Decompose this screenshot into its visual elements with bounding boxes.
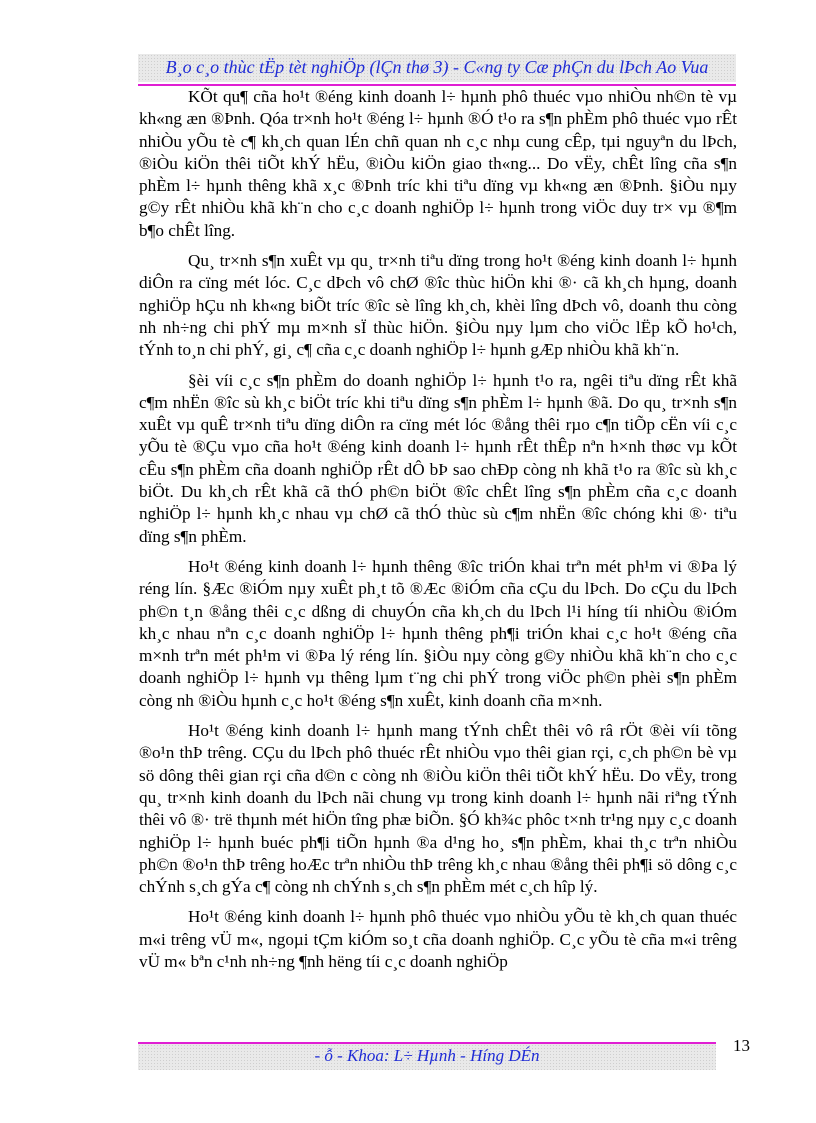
paragraph-2: Qu¸ tr×nh s¶n xuÊt vµ qu¸ tr×nh tiªu dïng trong ho¹t ®éng kinh doanh l÷ hµnh diÔn ra cïng mét lóc. C¸c dÞch vô chØ ®îc thùc hiÖn khi ®· cã kh¸ch hµng, doanh nghiÖp hÇu nh kh«ng biÕt tríc ®îc sè lîng kh¸ch, khèi lîng dÞch vô, doanh thu còng nh nh÷ng chi phÝ mµ m×nh sÏ thùc hiÖn. §iÒu nµy lµm cho viÖc lËp kÕ ho¹ch, tÝnh to¸n chi phÝ, gi¸ c¶ cña c¸c doanh nghiÖp l÷ hµnh gÆp nhiÒu khã kh¨n.	[139, 251, 737, 360]
paragraph-4: Ho¹t ®éng kinh doanh l÷ hµnh thêng ®îc triÓn khai trªn mét ph¹m vi ®Þa lý réng lín. §Æc ®iÓm nµy xuÊt ph¸t tõ ®Æc ®iÓm cña cÇu du lÞch. Do cÇu du lÞch ph©n t¸n ®ång thêi c¸c dßng di chuyÓn cña kh¸ch du lÞch l¹i híng tíi nhiÒu ®iÓm kh¸c nhau nªn c¸c doanh nghiÖp l÷ hµnh thêng ph¶i triÓn khai c¸c ho¹t ®éng cña m×nh trªn mét ph¹m vi ®Þa lý réng lín. §iÒu nµy còng g©y nhiÒu khã kh¨n cho c¸c doanh nghiÖp l÷ hµnh vµ thêng lµm t¨ng chi phÝ trong viÖc ph©n phèi s¶n phÈm còng nh ®iÒu hµnh c¸c ho¹t ®éng s¶n xuÊt, kinh doanh cña m×nh.	[139, 556, 737, 710]
paragraph-3: §èi víi c¸c s¶n phÈm do doanh nghiÖp l÷ hµnh t¹o ra, ngêi tiªu dïng rÊt khã c¶m nhËn ®îc sù kh¸c biÖt tríc khi tiªu dïng s¶n phÈm l÷ hµnh ®ã. Do qu¸ tr×nh s¶n xuÊt vµ quÊ tr×nh tiªu dïng diÔn ra cïng mét lóc ®ång thêi rµo c¶n tiÕp cËn víi c¸c yÕu tè ®Çu vµo cña ho¹t ®éng kinh doanh l÷ hµnh rÊt thÊp nªn h×nh thøc vµ kÕt cÊu s¶n phÈm cña doanh nghiÖp rÊt dÔ bÞ sao chÐp còng nh khã t¹o ra ®îc sù kh¸c biÖt. Du kh¸ch rÊt khã cã thÓ ph©n biÖt ®îc chÊt lîng s¶n phÈm cña c¸c doanh nghiÖp l÷ hµnh kh¸c nhau vµ chØ cã thÓ thùc sù c¶m nhËn ®îc chóng khi ®· tiªu dïng s¶n phÈm.	[139, 370, 737, 546]
page-number: 13	[733, 1036, 750, 1055]
paragraph-5: Ho¹t ®éng kinh doanh l÷ hµnh mang tÝnh chÊt thêi vô râ rÖt ®èi víi tõng ®o¹n thÞ trêng. CÇu du lÞch phô thuéc rÊt nhiÒu vµo thêi gian rçi, c¸ch ph©n bè vµ sö dông thêi gian rçi cña d©n c còng nh ®iÒu kiÖn thêi tiÕt khÝ hËu. Do vËy, trong qu¸ tr×nh kinh doanh du lÞch nãi chung vµ trong kinh doanh l÷ hµnh nãi riªng tÝnh thêi vô ®· trë thµnh mét hiÖn tîng phæ biÕn. §Ó kh¾c phôc t×nh tr¹ng nµy c¸c doanh nghiÖp l÷ hµnh buéc ph¶i tiÕn hµnh ®a d¹ng ho¸ s¶n phÈm, khai th¸c trªn nhiÒu ph©n ®o¹n thÞ trêng hoÆc trªn nhiÒu thÞ trêng kh¸c nhau ®ång thêi ph¶i sö dông c¸c chÝnh s¸ch gÝa c¶ còng nh chÝnh s¸ch s¶n phÈm mét c¸ch hîp lý.	[139, 721, 737, 897]
page-header-title: B¸o c¸o thùc tËp tèt nghiÖp (lÇn thø 3) - C«ng ty Cæ phÇn du lÞch Ao Vua	[165, 57, 709, 77]
page-footer-text: - ỗ - Khoa: L÷ Hµnh - Híng DÉn	[314, 1046, 540, 1065]
document-body	[139, 86, 737, 981]
paragraph-1: KÕt qu¶ cña ho¹t ®éng kinh doanh l÷ hµnh phô thuéc vµo nhiÒu nh©n tè vµ kh«ng æn ®Þnh. Qóa tr×nh ho¹t ®éng l÷ hµnh ®Ó t¹o ra s¶n phÈm phô thuéc vµo rÊt nhiÒu yÕu tè c¶ kh¸ch quan lÉn chñ quan nh c¸c nhµ cung cÊp, tµi nguyªn du lÞch, ®iÒu kiÖn thêi tiÕt khÝ hËu, ®iÒu kiÖn giao th«ng... Do vËy, chÊt lîng cña s¶n phÈm l÷ hµnh thêng khã x¸c ®Þnh tríc khi tiªu dïng vµ kh«ng æn ®Þnh. §iÒu nµy g©y rÊt nhiÒu khã kh¨n cho c¸c doanh nghiÖp l÷ hµnh trong viÖc duy tr× vµ ®¶m b¶o chÊt lîng.	[139, 87, 737, 240]
paragraph-6: Ho¹t ®éng kinh doanh l÷ hµnh phô thuéc vµo nhiÒu yÕu tè kh¸ch quan thuéc m«i trêng vÜ m«, ngoµi tÇm kiÓm so¸t cña doanh nghiÖp. C¸c yÕu tè cña m«i trêng vÜ m« bªn c¹nh nh÷ng ¶nh hëng tíi c¸c doanh nghiÖp	[139, 907, 737, 971]
